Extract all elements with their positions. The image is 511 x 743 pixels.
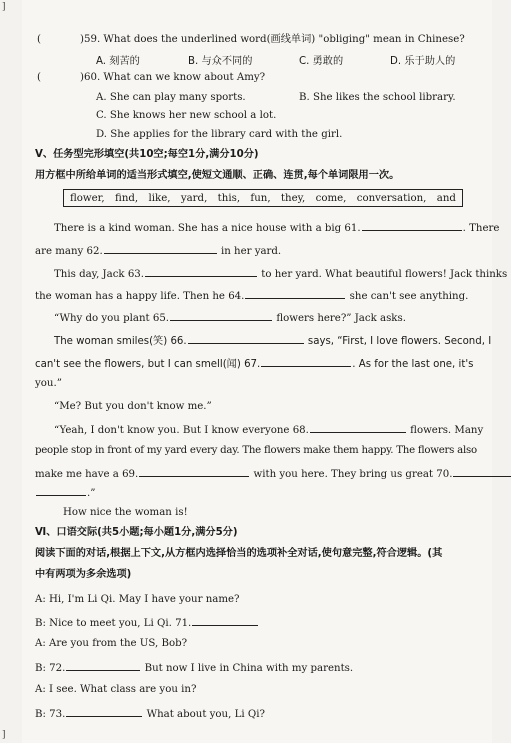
passage-line: How nice the woman is! [63, 507, 188, 518]
passage-text: says, “First, I love flowers. Second, I [307, 336, 492, 347]
passage-text: with you here. They bring us great 70. [253, 469, 453, 480]
word-bank-item: this, [217, 192, 241, 204]
word-bank-item: yard, [180, 192, 208, 204]
blank-70-continued [36, 485, 86, 496]
q60-option-a: A. She can play many sports. [96, 92, 246, 103]
passage-text: make me have a 69. [35, 469, 139, 480]
passage-text: the woman has a happy life. Then he 64. [35, 291, 245, 302]
section6-instruction: 中有两项为多余选项) [35, 569, 132, 580]
passage-text: in her yard. [220, 246, 282, 257]
blank-61 [362, 220, 462, 231]
passage-line [35, 485, 95, 500]
q60-option-c: C. She knows her new school a lot. [96, 110, 277, 121]
blank-71 [192, 615, 258, 626]
word-bank-item: fun, [250, 192, 271, 204]
q59-option-b: B. 与众不同的 [188, 56, 253, 67]
q60-paren: ( [37, 72, 41, 83]
q59-paren: ( [37, 34, 41, 45]
passage-text: she can't see anything. [349, 291, 469, 302]
dialogue-line: A: I see. What class are you in? [35, 684, 197, 695]
dialogue-line: A: Hi, I'm Li Qi. May I have your name? [35, 594, 240, 605]
dialogue-text: B: Nice to meet you, Li Qi. 71. [35, 618, 192, 629]
dialogue-line: A: Are you from the US, Bob? [35, 638, 188, 649]
passage-line: people stop in front of my yard every day. The flowers make them happy. The flowers also [35, 445, 477, 456]
word-bank-item: come, [315, 192, 347, 204]
blank-69 [139, 466, 249, 477]
passage-text: There is a kind woman. She has a nice house with a big 61. [54, 223, 361, 234]
passage-line [35, 288, 468, 303]
passage-line [54, 422, 483, 437]
scan-edge-mark: ] [2, 2, 6, 12]
passage-line [35, 466, 511, 481]
passage-line [54, 266, 507, 281]
section5-title: Ⅴ、任务型完形填空(共10空;每空1分,满分10分) [35, 149, 259, 160]
passage-text: are many 62. [35, 246, 103, 257]
passage-text: . As for the last one, it's [352, 359, 474, 370]
word-bank-item: they, [280, 192, 306, 204]
blank-66 [188, 333, 304, 344]
blank-67 [261, 356, 351, 367]
blank-73 [66, 706, 142, 717]
passage-text: can't see the flowers, but I can smell(闻) 67. [35, 359, 261, 370]
q59-option-d: D. 乐于助人的 [390, 56, 456, 67]
q60-stem: )60. What can we know about Amy? [80, 72, 266, 83]
word-bank-item: like, [148, 192, 171, 204]
section6-instruction: 阅读下面的对话,根据上下文,从方框内选择恰当的选项补全对话,使句意完整,符合逻辑。(其 [35, 548, 443, 559]
passage-text: “Yeah, I don't know you. But I know everyone 68. [54, 425, 309, 436]
passage-line [54, 333, 491, 348]
blank-68 [310, 422, 406, 433]
dialogue-line [35, 615, 259, 630]
passage-line: “Me? But you don't know me.” [54, 401, 212, 412]
word-bank-item: conversation, [356, 192, 427, 204]
dialogue-text: B: 73. [35, 709, 66, 720]
dialogue-line [35, 706, 265, 721]
passage-text: flowers here?” Jack asks. [276, 313, 406, 324]
blank-70 [453, 466, 511, 477]
passage-line [35, 356, 473, 371]
section6-title: Ⅵ、口语交际(共5小题;每小题1分,满分5分) [35, 527, 238, 538]
blank-65 [170, 310, 272, 321]
passage-text: .” [87, 488, 96, 499]
passage-line [35, 243, 281, 258]
blank-64 [245, 288, 345, 299]
passage-text: This day, Jack 63. [54, 269, 145, 280]
dialogue-text: B: 72. [35, 663, 66, 674]
passage-text: The woman smiles(笑) 66. [54, 336, 187, 347]
dialogue-text: What about you, Li Qi? [146, 709, 265, 720]
word-bank-item: flower, [70, 192, 105, 204]
blank-72 [66, 660, 140, 671]
q60-option-d: D. She applies for the library card with the girl. [96, 129, 343, 140]
q60-option-b: B. She likes the school library. [299, 92, 456, 103]
passage-line [54, 220, 499, 235]
dialogue-line [35, 660, 353, 675]
word-bank-item: find, [115, 192, 139, 204]
passage-line [54, 310, 406, 325]
scan-edge-mark: ] [2, 730, 6, 740]
word-bank-item: and [436, 192, 456, 204]
passage-text: flowers. Many [410, 425, 484, 436]
q59-stem: )59. What does the underlined word(画线单词) "obliging" mean in Chinese? [80, 34, 465, 45]
q59-option-c: C. 勇敢的 [299, 56, 344, 67]
passage-line: you.” [35, 378, 62, 389]
blank-62 [104, 243, 217, 254]
passage-text: . There [462, 223, 500, 234]
word-bank [63, 189, 463, 207]
q59-option-a: A. 刻苦的 [96, 56, 140, 67]
passage-text: to her yard. What beautiful flowers! Jack thinks [261, 269, 508, 280]
section5-instruction: 用方框中所给单词的适当形式填空,使短文通顺、正确、连贯,每个单词限用一次。 [35, 170, 400, 181]
passage-text: “Why do you plant 65. [54, 313, 170, 324]
blank-63 [145, 266, 257, 277]
dialogue-text: But now I live in China with my parents. [144, 663, 354, 674]
